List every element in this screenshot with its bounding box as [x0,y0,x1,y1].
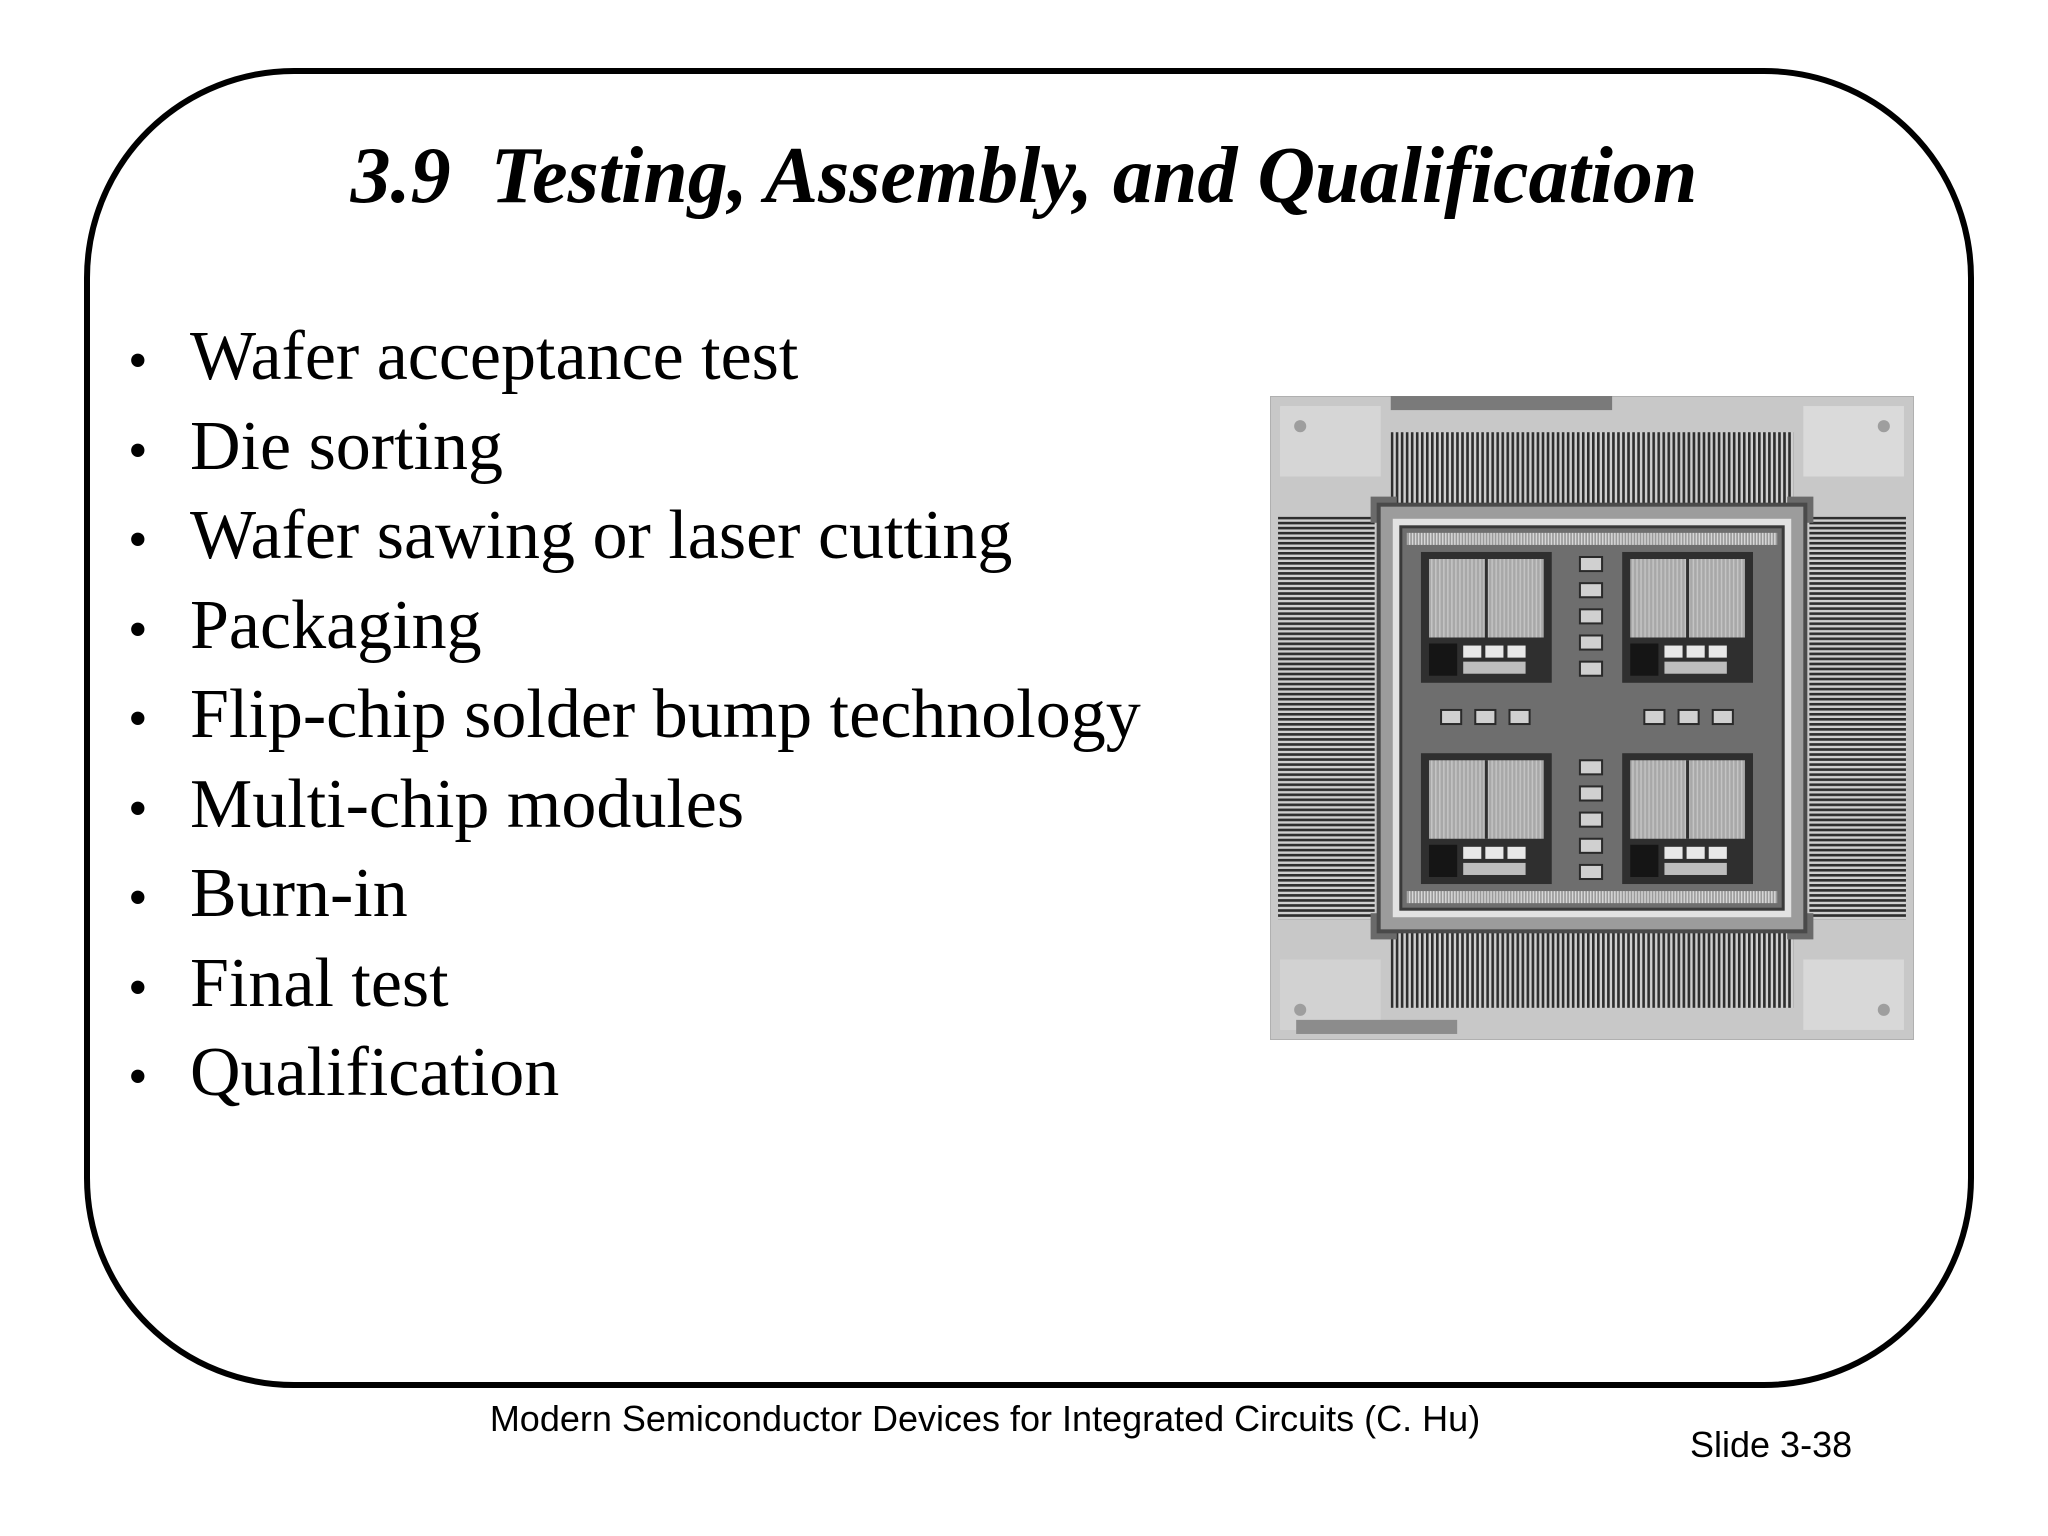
bullet-icon: • [128,956,148,1019]
list-item [120,402,1141,492]
bullet-icon: • [128,688,148,750]
list-item-text: Multi-chip modules [190,765,745,843]
list-item-text: Burn-in [190,855,408,932]
list-item [120,312,1141,402]
bullet-icon: • [128,330,148,392]
list-item [120,670,1141,760]
bullet-list [120,312,1141,1118]
bullet-icon: • [128,1046,148,1108]
list-item [120,1028,1141,1118]
list-item-text: Flip-chip solder bump technology [190,676,1141,753]
slide-title: 3.9 Testing, Assembly, and Qualification [350,132,1698,220]
bullet-icon: • [128,867,148,929]
list-item [120,581,1141,671]
list-item [120,849,1141,939]
list-item-text: Packaging [190,586,482,664]
footer-text: Modern Semiconductor Devices for Integrated Circuits (C. Hu) [489,1398,1481,1439]
list-item-text: Wafer acceptance test [190,318,799,395]
list-item [120,939,1141,1029]
list-item [120,491,1141,581]
list-item-text: Final test [190,944,449,1022]
bullet-icon: • [128,777,148,840]
list-item-text: Die sorting [190,407,504,485]
list-item-text: Qualification [190,1034,560,1111]
list-item [120,760,1141,850]
multi-chip-module-photo [1270,396,1914,1040]
bullet-icon: • [128,419,148,482]
bullet-icon: • [128,598,148,661]
list-item-text: Wafer sawing or laser cutting [190,497,1013,574]
slide-number: Slide 3-38 [1690,1424,1853,1465]
bullet-icon: • [128,509,148,571]
